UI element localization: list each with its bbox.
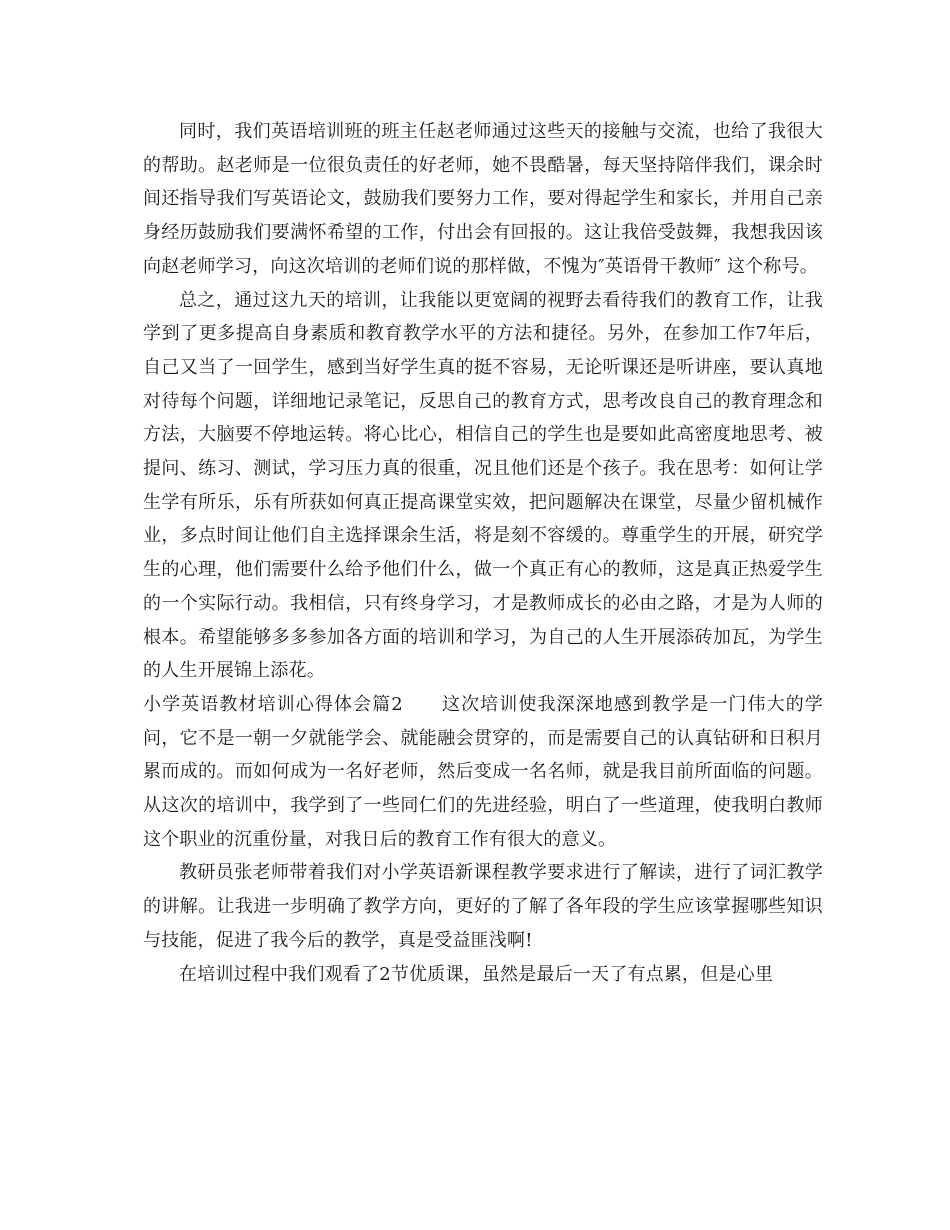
paragraph-5: 在培训过程中我们观看了2节优质课，虽然是最后一天了有点累，但是心里 bbox=[179, 963, 774, 985]
paragraph-3: 小学英语教材培训心得体会篇2 这次培训使我深深地感到教学是一门伟大的学问，它不是一朝一夕就能学会、就能融会贯穿的，而是需要自己的认真钻研和日积月累而成的。而如何成为一名好老师，然后变成一名名师，就是我目前所面临的问题。从这次的培训中，我学到了一些同仁们的先进经验，明白了一些道理，使我明白教师这个职业的沉重份量，对我日后的教育工作有很大的意义。 bbox=[143, 693, 823, 850]
document-body bbox=[143, 115, 823, 991]
paragraph-4: 教研员张老师带着我们对小学英语新课程教学要求进行了解读，进行了词汇教学的讲解。让我进一步明确了教学方向，更好的了解了各年段的学生应该掌握哪些知识与技能，促进了我今后的教学，真是受益匪浅啊! bbox=[143, 862, 823, 951]
paragraph-1: 同时，我们英语培训班的班主任赵老师通过这些天的接触与交流，也给了我很大的帮助。赵老师是一位很负责任的好老师，她不畏酷暑，每天坚持陪伴我们，课余时间还指导我们写英语论文，鼓励我们要努力工作，要对得起学生和家长，并用自己亲身经历鼓励我们要满怀希望的工作，付出会有回报的。这让我倍受鼓舞，我想我因该向赵老师学习，向这次培训的老师们说的那样做，不愧为″英语骨干教师″ 这个称号。 bbox=[143, 121, 823, 277]
paragraph-2: 总之，通过这九天的培训，让我能以更宽阔的视野去看待我们的教育工作，让我学到了更多提高自身素质和教育教学水平的方法和捷径。另外，在参加工作7年后，自己又当了一回学生，感到当好学生真的挺不容易，无论听课还是听讲座，要认真地对待每个问题，详细地记录笔记，反思自己的教育方式，思考改良自己的教育理念和方法，大脑要不停地运转。将心比心，相信自己的学生也是要如此高密度地思考、被提问、练习、测试，学习压力真的很重，况且他们还是个孩子。我在思考：如何让学生学有所乐，乐有所获如何真正提高课堂实效，把问题解决在课堂，尽量少留机械作业，多点时间让他们自主选择课余生活，将是刻不容缓的。尊重学生的开展，研究学生的心理，他们需要什么给予他们什么，做一个真正有心的教师，这是真正热爱学生的一个实际行动。我相信，只有终身学习，才是教师成长的必由之路，才是为人师的根本。希望能够多多参加各方面的培训和学习，为自己的人生开展添砖加瓦，为学生的人生开展锦上添花。 bbox=[143, 289, 823, 682]
